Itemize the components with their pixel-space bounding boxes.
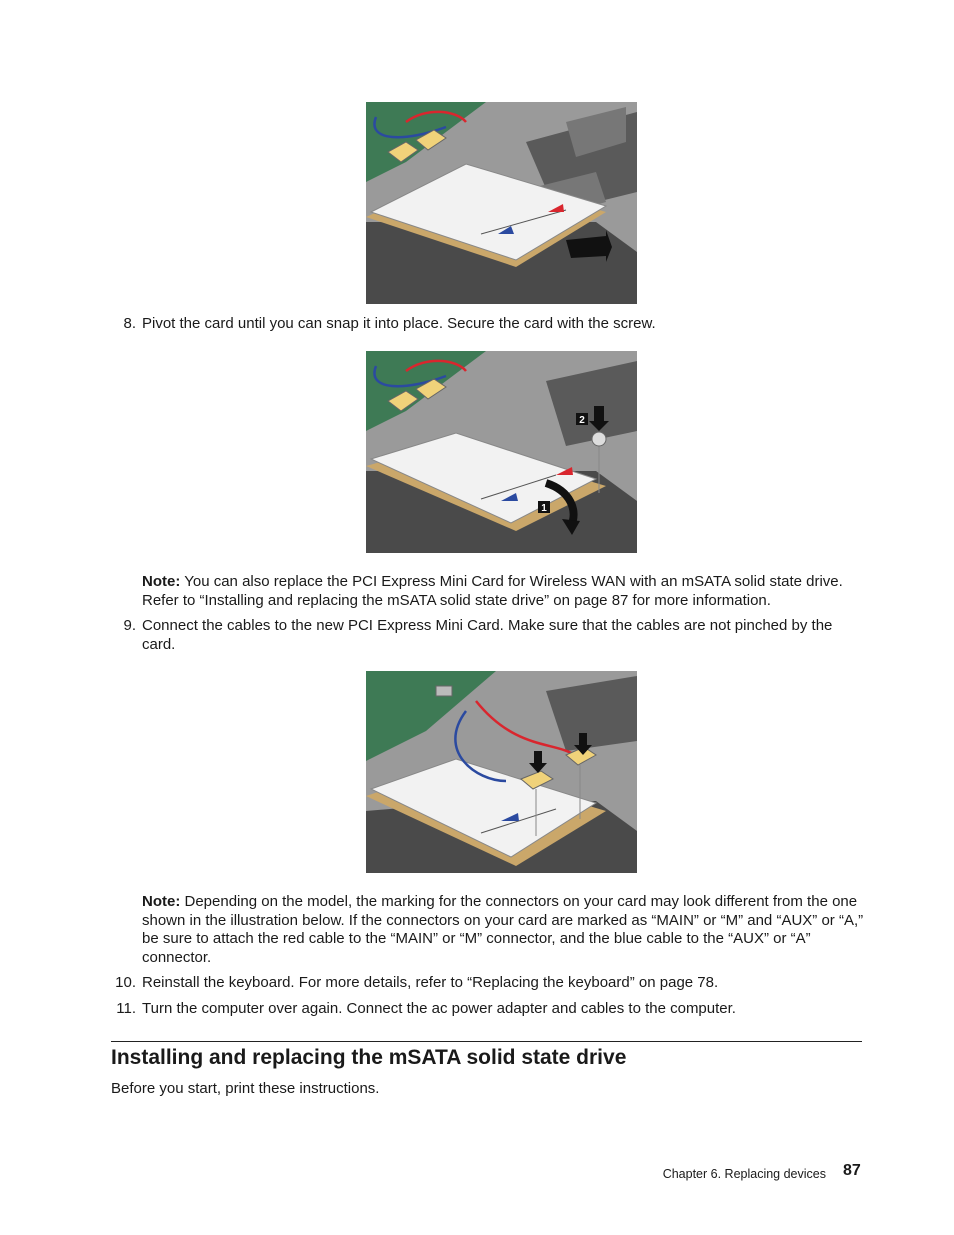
illustration-connect-cables	[366, 671, 637, 873]
figure-insert-card	[366, 102, 637, 304]
step-number: 9.	[123, 617, 136, 634]
note-2	[142, 893, 864, 967]
step-number: 8.	[123, 315, 136, 332]
step-number: 11.	[116, 1000, 136, 1017]
step-text: Connect the cables to the new PCI Express Mini Card. Make sure that the cables are not pinched by the card.	[142, 617, 833, 653]
section-title: Installing and replacing the mSATA solid state drive	[111, 1046, 627, 1069]
callout-1: 1	[541, 503, 547, 514]
note-label: Note:	[142, 573, 181, 590]
figure-connect-cables	[366, 671, 637, 873]
section-intro: Before you start, print these instructions.	[111, 1080, 380, 1097]
figure-pivot-card	[366, 351, 637, 553]
step-text: Reinstall the keyboard. For more details, refer to “Replacing the keyboard” on page 78.	[142, 974, 719, 991]
step-text: Pivot the card until you can snap it into place. Secure the card with the screw.	[142, 315, 656, 332]
note-1	[142, 573, 864, 610]
note-text: Depending on the model, the marking for the connectors on your card may look different from the one shown in the illustration below. If the connectors on your card are marked as “MAIN” or “M” and “AUX” or “A,” be sure to attach the red cable to the “MAIN” or “M” connector, and the blue cable to the “AUX” or “A” connector.	[142, 893, 864, 966]
page-number: 87	[843, 1162, 861, 1179]
illustration-pivot-card	[366, 351, 637, 553]
note-text: You can also replace the PCI Express Mini Card for Wireless WAN with an mSATA solid state drive. Refer to “Installing and replacing the mSATA solid state drive” on page 87 for more information.	[142, 573, 843, 609]
footer-chapter: Chapter 6. Replacing devices	[662, 1167, 826, 1181]
step-text: Turn the computer over again. Connect the ac power adapter and cables to the computer.	[142, 1000, 736, 1017]
section-divider	[111, 1041, 862, 1042]
illustration-insert-card	[366, 102, 637, 304]
step-number: 10.	[115, 974, 136, 991]
callout-2: 2	[579, 415, 585, 426]
note-label: Note:	[142, 893, 181, 910]
